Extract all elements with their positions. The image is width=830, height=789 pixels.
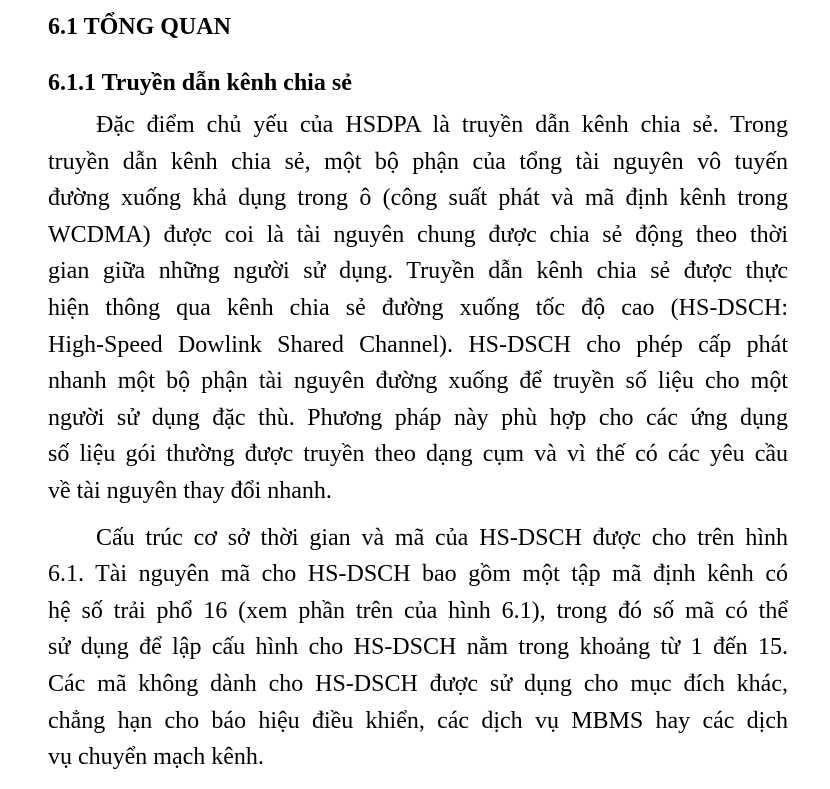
paragraph-line: số liệu gói thường được truyền theo dạng cụm và vì thế có các yêu cầu xyxy=(48,441,788,468)
paragraph-line: WCDMA) được coi là tài nguyên chung được chia sẻ động theo thời xyxy=(48,221,788,248)
paragraph-shared-channel-intro xyxy=(48,107,788,510)
paragraph-line: chẳng hạn cho báo hiệu điều khiển, các dịch vụ MBMS hay các dịch xyxy=(48,707,788,734)
paragraph-line: sử dụng để lập cấu hình cho HS-DSCH nằm trong khoảng từ 1 đến 15. xyxy=(48,634,788,661)
paragraph-line: về tài nguyên thay đổi nhanh. xyxy=(48,477,332,504)
paragraph-line: Các mã không dành cho HS-DSCH được sử dụng cho mục đích khác, xyxy=(48,670,788,697)
paragraph-line: 6.1. Tài nguyên mã cho HS-DSCH bao gồm một tập mã định kênh có xyxy=(48,561,788,588)
paragraph-line: nhanh một bộ phận tài nguyên đường xuống để truyền số liệu cho một xyxy=(48,368,788,395)
section-heading: 6.1 TỔNG QUAN xyxy=(48,14,231,40)
paragraph-line: hệ số trải phổ 16 (xem phần trên của hình 6.1), trong đó số mã có thể xyxy=(48,597,788,624)
paragraph-line: đường xuống khả dụng trong ô (công suất phát và mã định kênh trong xyxy=(48,185,788,212)
paragraph-line: truyền dẫn kênh chia sẻ, một bộ phận của tổng tài nguyên vô tuyến xyxy=(48,148,788,175)
paragraph-line: người sử dụng đặc thù. Phương pháp này phù hợp cho các ứng dụng xyxy=(48,404,788,431)
subsection-heading: 6.1.1 Truyền dẫn kênh chia sẻ xyxy=(48,70,352,96)
paragraph-line: Đặc điểm chủ yếu của HSDPA là truyền dẫn kênh chia sẻ. Trong xyxy=(96,112,788,138)
paragraph-line: gian giữa những người sử dụng. Truyền dẫn kênh chia sẻ được thực xyxy=(48,258,788,285)
paragraph-hsdsch-structure xyxy=(48,520,788,776)
document-page xyxy=(48,12,788,776)
paragraph-line: hiện thông qua kênh chia sẻ đường xuống tốc độ cao (HS-DSCH: xyxy=(48,294,788,321)
paragraph-spacer xyxy=(48,510,788,520)
paragraph-line: vụ chuyển mạch kênh. xyxy=(48,744,264,771)
paragraph-line: High-Speed Dowlink Shared Channel). HS-DSCH cho phép cấp phát xyxy=(48,331,788,358)
paragraph-line: Cấu trúc cơ sở thời gian và mã của HS-DSCH được cho trên hình xyxy=(96,524,788,551)
